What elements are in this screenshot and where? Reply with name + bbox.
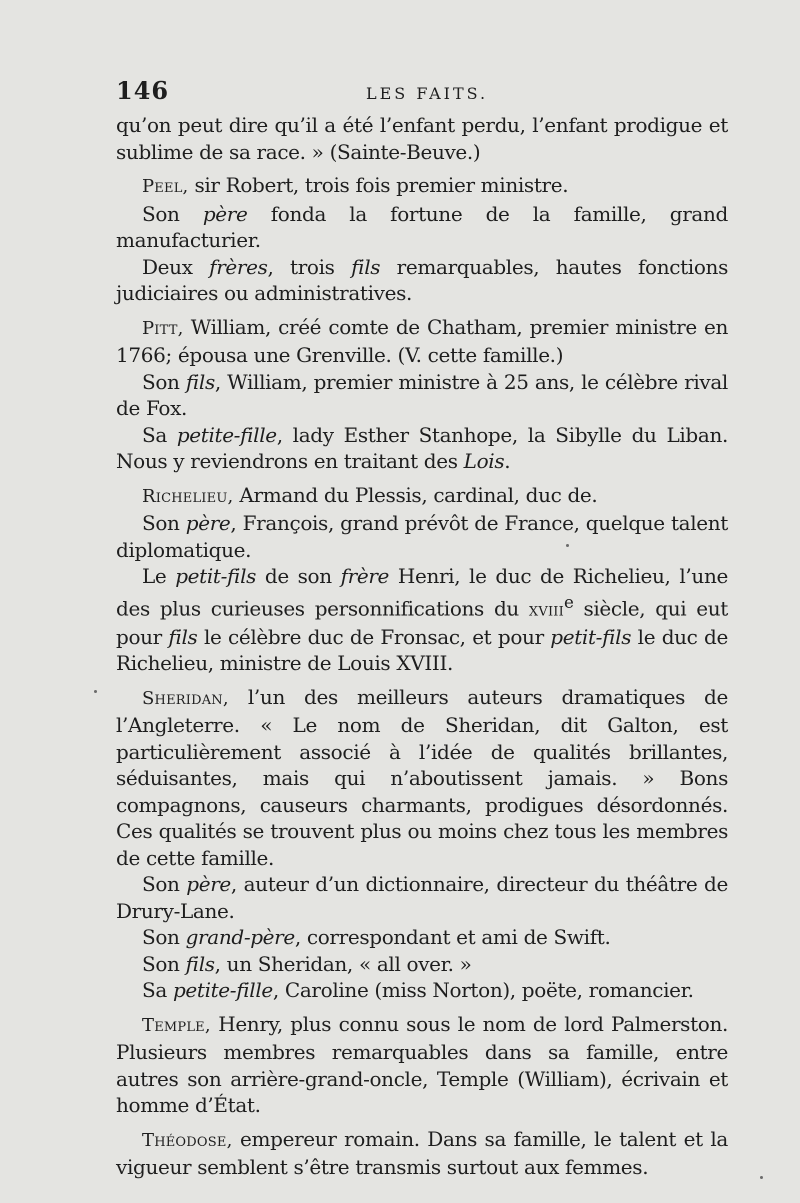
entry-temple: Temple, Henry, plus connu sous le nom de lord Palmerston. Plusieurs membres remarquables dans sa famille, entre autres son arrière-grand-oncle, Temple (William), écrivain et homme d’État.: [116, 1011, 728, 1118]
paragraph-sheridan-fils: Son fils, un Sheridan, « all over. »: [142, 951, 472, 976]
page-header: [116, 76, 732, 110]
entry-theodose: Théodose, empereur romain. Dans sa famille, le talent et la vigueur semblent s’être transmis surtout aux femmes.: [116, 1126, 728, 1180]
entry-name: Temple,: [142, 1014, 211, 1036]
paragraph-richelieu-petit-fils: Le petit-fils de son frère Henri, le duc de Richelieu, l’une des plus curieuses personnifications du xviii$^e$ siècle, qui eut pour fils le célèbre duc de Fronsac, et pour petit-fils le duc de Richelieu, ministre de Louis XVIII.: [116, 564, 728, 676]
paragraph-sheridan-petite-fille: Sa petite-fille, Caroline (miss Norton), poëte, romancier.: [142, 978, 694, 1003]
book-page: [116, 72, 732, 1180]
paragraph-richelieu-pere: Son père, François, grand prévôt de France, quelque talent diplomatique.: [116, 511, 728, 562]
entry-richelieu: Richelieu, Armand du Plessis, cardinal, duc de.: [142, 482, 598, 507]
running-head: LES FAITS.: [366, 84, 489, 103]
print-speck: [94, 690, 97, 693]
entry-name: Peel,: [142, 176, 189, 197]
entry-sheridan: Sheridan, l’un des meilleurs auteurs dramatiques de l’Angleterre. « Le nom de Sheridan, dit Galton, est particulièrement associé à l’idée de qualités brillantes, séduisantes, mais qui n’aboutissent jamais. » Bons compagnons, causeurs charmants, prodigues désordonnés. Ces qualités se trouvent plus ou moins chez tous les membres de cette famille.: [116, 684, 728, 870]
print-speck: [760, 1176, 763, 1179]
entry-name: Richelieu,: [142, 485, 234, 507]
page-number: 146: [116, 76, 170, 105]
print-speck: [566, 544, 569, 547]
entry-name: Sheridan,: [142, 687, 229, 709]
entry-pitt: Pitt, William, créé comte de Chatham, premier ministre en 1766; épousa une Grenville. (V. cette famille.): [116, 314, 728, 367]
paragraph-sheridan-grand-pere: Son grand-père, correspondant et ami de Swift.: [142, 925, 611, 950]
entry-name: Théodose,: [142, 1129, 233, 1151]
paragraph-pitt-fils: Son fils, William, premier ministre à 25 ans, le célèbre rival de Fox.: [116, 369, 728, 420]
paragraph-peel-pere: Son père fonda la fortune de la famille, grand manufacturier.: [116, 201, 728, 252]
paragraph-sheridan-pere: Son père, auteur d’un dictionnaire, directeur du théâtre de Drury-Lane.: [116, 872, 728, 923]
paragraph-continuation: qu’on peut dire qu’il a été l’enfant perdu, l’enfant prodigue et sublime de sa race. » (Sainte-Beuve.): [116, 113, 728, 164]
paragraph-peel-freres: Deux frères, trois fils remarquables, hautes fonctions judiciaires ou administratives.: [116, 254, 728, 305]
entry-peel: Peel, sir Robert, trois fois premier ministre.: [142, 173, 569, 197]
entry-name: Pitt,: [142, 317, 184, 339]
body-text: [116, 112, 728, 1181]
paragraph-pitt-petite-fille: Sa petite-fille, lady Esther Stanhope, la Sibylle du Liban. Nous y reviendrons en traitant des Lois.: [116, 422, 728, 473]
